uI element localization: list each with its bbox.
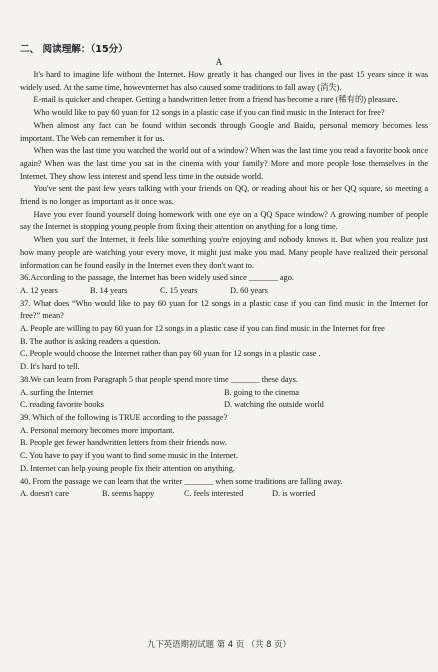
- option: B. The author is asking readers a question.: [20, 336, 161, 346]
- passage-paragraph: Have you ever found yourself doing homework with one eye on a QQ Space window? A growing number of people say the Internet is stopping young people from fixing their attention on anything for a long time.: [20, 209, 428, 232]
- option: A. People are willing to pay 60 yuan for 12 songs in a plastic case if you can find music in the Internet for free: [20, 324, 385, 334]
- question-39: [20, 412, 428, 476]
- option: A. 12 years: [20, 285, 58, 295]
- passage-title: A: [215, 57, 223, 67]
- question-stem: 37. What does “Who would like to pay 60 yuan for 12 songs in a plastic case if you can find music in the Internet for free?” mean?: [20, 298, 428, 321]
- question-38: [20, 374, 428, 412]
- option: A. surfing the Internet: [20, 387, 94, 397]
- option: B. going to the cinema: [224, 387, 299, 397]
- option: D. is worried: [272, 489, 316, 499]
- question-options: [20, 285, 428, 298]
- option: C. feels interested: [184, 489, 244, 499]
- question-stem: 38.We can learn from Paragraph 5 that people spend more time _______ these days.: [20, 374, 298, 384]
- option: B. People get fewer handwritten letters from their friends now.: [20, 438, 227, 448]
- question-36: [20, 272, 428, 297]
- option: D. Internet can help young people fix their attention on anything.: [20, 463, 235, 473]
- passage-paragraph: When almost any fact can be found within seconds through Google and Baidu, personal memory becomes less important. The Web can remember it for us.: [20, 120, 428, 143]
- page-footer: 九下英语期初试题 第 4 页 （共 8 页）: [147, 639, 291, 649]
- question-37: [20, 298, 428, 374]
- option: A. doesn't care: [20, 489, 69, 499]
- passage-paragraph: When you surf the Internet, it feels like something you're enjoying and nobody knows it. But when you realize just how many people are watching your every move, it might just make you mad. Many people have realized their personal information can be found easily in the Internet even they don't want to.: [20, 235, 428, 270]
- option: B. seems happy: [102, 489, 155, 499]
- question-stem: 39. Which of the following is TRUE according to the passage?: [20, 412, 228, 422]
- passage-paragraph: When was the last time you watched the world out of a window? When was the last time you read a favorite book once again? When was the last time you sat in the cinema with your family? More and more people lose themselves in the Internet. They show less interest and spend less time in the outside world.: [20, 146, 428, 181]
- question-options: [20, 387, 428, 400]
- passage-paragraph: You've sent the past few years talking with your friends on QQ, or reading about his or her QQ square, so meeting a friend is no longer as important as it once was.: [20, 184, 428, 207]
- passage-paragraph: E-mail is quicker and cheaper. Getting a handwritten letter from a friend has become a rare (稀有的) pleasure.: [33, 95, 398, 105]
- passage-body: [20, 69, 428, 501]
- question-options: [20, 399, 428, 412]
- passage-paragraph: Who would like to pay 60 yuan for 12 songs in a plastic case if you can find music in the Interact for free?: [33, 108, 385, 118]
- question-40: [20, 476, 428, 501]
- question-options: [20, 488, 428, 501]
- option: C. 15 years: [160, 285, 198, 295]
- option: D. 60 years: [230, 285, 268, 295]
- question-stem: 40. From the passage we can learn that the writer _______ when some traditions are falling away.: [20, 476, 343, 486]
- option: C. You have to pay if you want to find some music in the Internet.: [20, 451, 238, 461]
- option: C. People would choose the Internet rather than pay 60 yuan for 12 songs in a plastic case .: [20, 349, 321, 359]
- passage-paragraph: It's hard to imagine life without the Internet. How greatly it has changed our lives in the past 15 years since it was widely used. At the same time, howevnternet has also caused some traditions to fall away (消失).: [20, 70, 428, 92]
- option: D. watching the outside world: [224, 400, 324, 410]
- option: D. It's hard to tell.: [20, 362, 80, 372]
- option: B. 14 years: [90, 285, 128, 295]
- section-heading: 二、 阅读理解：（15分）: [20, 44, 128, 55]
- question-stem: 36.According to the passage, the Internet has been widely used since _______ ago.: [20, 273, 294, 283]
- option: C. reading favorite books: [20, 400, 104, 410]
- option: A. Personal memory becomes more important.: [20, 425, 175, 435]
